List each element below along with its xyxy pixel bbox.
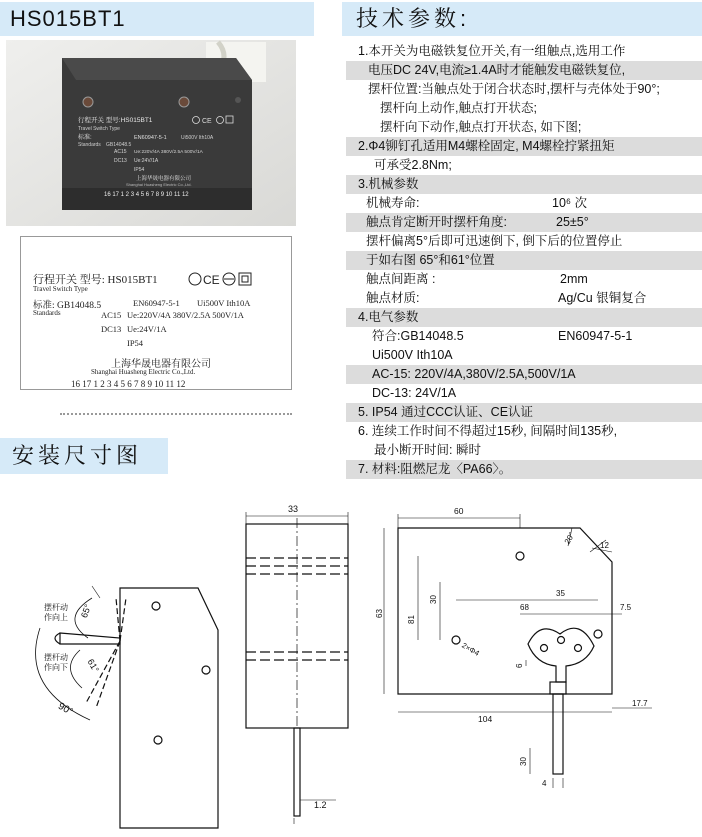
param-line-4: 摆杆向上动作,触点打开状态; [380,101,537,115]
param-conform [346,327,702,346]
dim-4: 4 [542,779,547,788]
photo-dc13: DC13 [114,158,127,164]
dim-20deg: 20° [562,530,577,546]
param-angle-key: 触点肯定断开时摆杆角度: [366,215,507,229]
param-line-22: 最小断开时间: 瞬时 [374,443,481,457]
photo-std-gb: GB14048.5 [106,142,132,148]
param-line-20: 5. IP54 通过CCC认证、CE认证 [346,403,702,422]
label-en: EN60947-5-1 [133,298,180,308]
param-conform-key: 符合:GB14048.5 [372,329,464,343]
photo-ui: Ui500V Ith10A [181,135,214,141]
install-drawing-svg [0,488,702,832]
param-angle [346,213,702,232]
dotted-divider [60,413,292,415]
dim-12: 12 [600,541,609,550]
photo-std-en: EN60947-5-1 [134,135,167,141]
label-dc13-val: Ue:24V/1A [127,324,167,334]
param-angle-val: 25±5° [556,215,589,229]
param-conform-val: EN60947-5-1 [558,329,633,343]
angle-61-label: 61° [85,657,102,675]
photo-maker-en: Shanghai Huasheng Electric Co.,Ltd. [126,182,192,187]
param-line-2: 电压DC 24V,电流≥1.4A时才能触发电磁铁复位, [346,61,702,80]
dim-6: 6 [515,663,524,668]
param-material [346,289,702,308]
label-maker-en: Shanghai Huasheng Electric Co.,Ltd. [91,368,196,376]
front-view [246,512,348,824]
dim-33: 33 [288,504,299,514]
param-material-val: Ag/Cu 银铜复合 [558,291,647,305]
dim-60: 60 [454,506,464,516]
angle-65-label: 65° [78,602,94,620]
label-title: 行程开关 型号: HS015BT1 [33,274,158,286]
param-gap-val: 2mm [560,272,588,286]
param-line-11: 摆杆偏离5°后即可迅速倒下, 倒下后的位置停止 [366,234,623,248]
photo-title: 行程开关 型号:HS015BT1 [78,117,153,124]
angle-90-label: 90° [56,700,75,718]
lever-up-label-2: 作向上 [44,613,68,622]
product-photo [6,40,296,226]
plan-view [384,514,652,788]
label-ip: IP54 [127,338,144,348]
dim-hole: 2×Φ4 [460,640,481,658]
param-line-1: 1.本开关为电磁铁复位开关,有一组触点,选用工作 [358,44,626,58]
param-life-val: 10⁶ 次 [552,196,588,210]
param-line-23: 7. 材料:阻燃尼龙〈PA66〉。 [346,460,702,479]
install-drawing [0,488,702,832]
label-std: 标准: GB14048.5 [33,301,102,311]
lever-down-label-2: 作向下 [44,663,68,672]
label-subtitle: Travel Switch Type [33,285,88,293]
photo-ip: IP54 [134,167,145,173]
product-photo-svg [6,40,296,226]
photo-std-sub: Standards [78,142,101,148]
model-banner: HS015BT1 [0,2,314,36]
ccc-icon [189,273,201,285]
label-maker: 上海华晟电器有限公司 [111,359,211,370]
dim-17-7: 17.7 [632,699,648,708]
param-life-key: 机械寿命: [366,196,420,210]
nameplate-label [20,236,292,390]
param-line-12: 于如右图 65°和61°位置 [346,251,702,270]
param-line-15: 4.电气参数 [346,308,702,327]
photo-maker: 上海华晟电器有限公司 [136,176,192,182]
install-banner: 安装尺寸图 [0,438,168,474]
photo-dc13-val: Ue:24V/1A [134,158,159,164]
photo-ac15-val: Ue:220V/4A 380V/2.5A 500V/1A [134,150,203,155]
param-gap-key: 触点间距离 : [366,272,436,286]
lever-up-label-1: 摆杆动 [44,603,68,612]
dim-1-2: 1.2 [314,800,327,810]
dim-81: 81 [407,615,416,624]
photo-subtitle: Travel Switch Type [78,126,120,132]
label-ac15: AC15 [101,310,122,320]
label-cert-icons [187,271,267,287]
dim-63: 63 [375,609,384,618]
dim-35: 35 [556,589,565,598]
label-dc13: DC13 [101,324,122,334]
param-life [346,194,702,213]
lever-down-label-1: 摆杆动 [44,653,68,662]
double-square-icon [239,273,251,285]
dim-7-5: 7.5 [620,603,632,612]
label-ac15-val: Ue:220V/4A 380V/2.5A 500V/1A [127,310,244,320]
dim-30: 30 [429,595,438,604]
photo-terminals: 16 17 1 2 3 4 5 6 7 8 9 10 11 12 [104,192,189,198]
param-line-3: 摆杆位置:当触点处于闭合状态时,摆杆与壳体处于90°; [368,82,660,96]
label-terminals: 16 17 1 2 3 4 5 6 7 8 9 10 11 12 [71,379,186,389]
param-line-19: DC-13: 24V/1A [372,386,457,400]
tech-params [346,42,702,478]
param-line-5: 摆杆向下动作,触点打开状态, 如下图; [380,120,582,134]
photo-ac15: AC15 [114,149,127,155]
photo-std-label: 标准: [78,135,92,141]
label-ui: Ui500V Ith10A [197,298,251,308]
ce-icon: CE [203,273,220,287]
params-banner: 技术参数: [342,2,702,36]
param-line-8: 3.机械参数 [346,175,702,194]
dim-30-b: 30 [519,757,528,766]
param-material-key: 触点材质: [366,291,420,305]
label-std-sub: Standards [33,309,61,317]
param-line-21: 6. 连续工作时间不得超过15秒, 间隔时间135秒, [358,424,618,438]
param-line-18: AC-15: 220V/4A,380V/2.5A,500V/1A [346,365,702,384]
dim-68: 68 [520,603,529,612]
dim-104: 104 [478,714,493,724]
param-gap [346,270,702,289]
param-line-17: Ui500V Ith10A [372,348,453,362]
param-line-7: 可承受2.8Nm; [374,158,452,172]
svg-text:CE: CE [202,118,212,125]
param-line-6: 2.Φ4铆钉孔适用M4螺栓固定, M4螺栓拧紧扭矩 [346,137,702,156]
